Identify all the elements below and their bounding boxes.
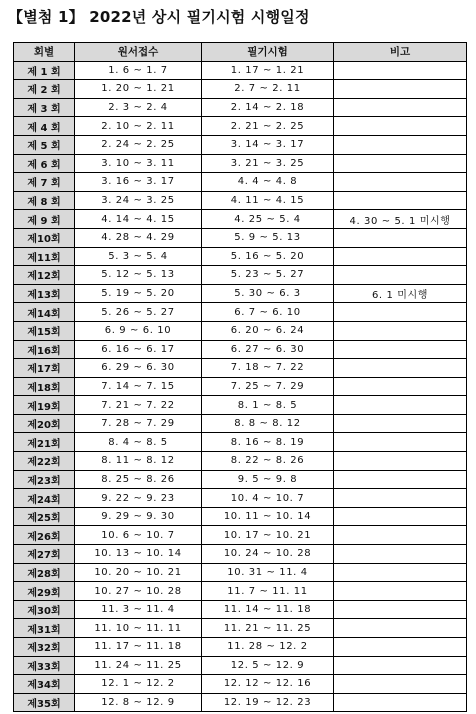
application-period-cell: 10. 6 ~ 10. 7: [75, 526, 202, 545]
table-row: [14, 321, 467, 340]
round-cell: 제25회: [14, 507, 75, 526]
application-period-cell: 11. 24 ~ 11. 25: [75, 656, 202, 675]
application-period-cell: 8. 11 ~ 8. 12: [75, 452, 202, 471]
exam-period-cell: 11. 21 ~ 11. 25: [202, 619, 334, 638]
application-period-cell: 7. 14 ~ 7. 15: [75, 377, 202, 396]
remarks-cell: [334, 563, 467, 582]
application-period-cell: 7. 28 ~ 7. 29: [75, 414, 202, 433]
round-cell: 제10회: [14, 228, 75, 247]
round-cell: 제12회: [14, 266, 75, 285]
remarks-cell: [334, 452, 467, 471]
round-cell: 제 5 회: [14, 135, 75, 154]
exam-period-cell: 8. 16 ~ 8. 19: [202, 433, 334, 452]
exam-period-cell: 10. 4 ~ 10. 7: [202, 489, 334, 508]
application-period-cell: 5. 12 ~ 5. 13: [75, 266, 202, 285]
remarks-cell: [334, 359, 467, 378]
table-row: [14, 284, 467, 303]
round-cell: 제29회: [14, 582, 75, 601]
table-row: [14, 340, 467, 359]
exam-period-cell: 10. 24 ~ 10. 28: [202, 545, 334, 564]
table-row: [14, 507, 467, 526]
remarks-cell: [334, 470, 467, 489]
remarks-cell: [334, 61, 467, 80]
round-cell: 제14회: [14, 303, 75, 322]
application-period-cell: 5. 19 ~ 5. 20: [75, 284, 202, 303]
application-period-cell: 8. 4 ~ 8. 5: [75, 433, 202, 452]
round-cell: 제 2 회: [14, 80, 75, 99]
table-row: [14, 470, 467, 489]
application-period-cell: 2. 10 ~ 2. 11: [75, 117, 202, 136]
application-period-cell: 1. 6 ~ 1. 7: [75, 61, 202, 80]
exam-period-cell: 7. 18 ~ 7. 22: [202, 359, 334, 378]
application-period-cell: 2. 3 ~ 2. 4: [75, 98, 202, 117]
remarks-cell: [334, 414, 467, 433]
remarks-cell: [334, 582, 467, 601]
table-row: [14, 675, 467, 694]
round-cell: 제 1 회: [14, 61, 75, 80]
round-cell: 제33회: [14, 656, 75, 675]
remarks-cell: [334, 173, 467, 192]
application-period-cell: 8. 25 ~ 8. 26: [75, 470, 202, 489]
exam-period-cell: 8. 8 ~ 8. 12: [202, 414, 334, 433]
remarks-cell: [334, 340, 467, 359]
round-cell: 제18회: [14, 377, 75, 396]
round-cell: 제 4 회: [14, 117, 75, 136]
application-period-cell: 6. 29 ~ 6. 30: [75, 359, 202, 378]
table-row: [14, 135, 467, 154]
table-row: [14, 452, 467, 471]
remarks-cell: [334, 545, 467, 564]
table-row: [14, 545, 467, 564]
exam-period-cell: 3. 21 ~ 3. 25: [202, 154, 334, 173]
table-row: [14, 638, 467, 657]
remarks-cell: [334, 377, 467, 396]
round-cell: 제31회: [14, 619, 75, 638]
round-cell: 제20회: [14, 414, 75, 433]
exam-schedule-table: [13, 42, 467, 712]
round-cell: 제26회: [14, 526, 75, 545]
round-cell: 제16회: [14, 340, 75, 359]
application-period-cell: 6. 9 ~ 6. 10: [75, 321, 202, 340]
round-cell: 제13회: [14, 284, 75, 303]
exam-period-cell: 10. 31 ~ 11. 4: [202, 563, 334, 582]
round-cell: 제 8 회: [14, 191, 75, 210]
application-period-cell: 1. 20 ~ 1. 21: [75, 80, 202, 99]
application-period-cell: 12. 8 ~ 12. 9: [75, 693, 202, 712]
table-row: [14, 303, 467, 322]
application-period-cell: 10. 27 ~ 10. 28: [75, 582, 202, 601]
remarks-cell: [334, 693, 467, 712]
round-cell: 제28회: [14, 563, 75, 582]
application-period-cell: 10. 20 ~ 10. 21: [75, 563, 202, 582]
table-row: [14, 247, 467, 266]
application-period-cell: 7. 21 ~ 7. 22: [75, 396, 202, 415]
round-cell: 제21회: [14, 433, 75, 452]
remarks-cell: 4. 30 ~ 5. 1 미시행: [334, 210, 467, 229]
exam-period-cell: 8. 1 ~ 8. 5: [202, 396, 334, 415]
round-cell: 제35회: [14, 693, 75, 712]
application-period-cell: 3. 16 ~ 3. 17: [75, 173, 202, 192]
round-cell: 제19회: [14, 396, 75, 415]
application-period-cell: 10. 13 ~ 10. 14: [75, 545, 202, 564]
exam-period-cell: 11. 7 ~ 11. 11: [202, 582, 334, 601]
table-row: [14, 191, 467, 210]
remarks-cell: 6. 1 미시행: [334, 284, 467, 303]
application-period-cell: 4. 14 ~ 4. 15: [75, 210, 202, 229]
application-period-cell: 5. 26 ~ 5. 27: [75, 303, 202, 322]
exam-period-cell: 5. 9 ~ 5. 13: [202, 228, 334, 247]
exam-period-cell: 6. 7 ~ 6. 10: [202, 303, 334, 322]
exam-period-cell: 2. 14 ~ 2. 18: [202, 98, 334, 117]
application-period-cell: 9. 22 ~ 9. 23: [75, 489, 202, 508]
table-row: [14, 173, 467, 192]
remarks-cell: [334, 396, 467, 415]
exam-period-cell: 5. 16 ~ 5. 20: [202, 247, 334, 266]
table-row: [14, 563, 467, 582]
remarks-cell: [334, 117, 467, 136]
table-row: [14, 359, 467, 378]
exam-period-cell: 1. 17 ~ 1. 21: [202, 61, 334, 80]
round-cell: 제 3 회: [14, 98, 75, 117]
table-row: [14, 582, 467, 601]
application-period-cell: 3. 24 ~ 3. 25: [75, 191, 202, 210]
exam-period-cell: 5. 30 ~ 6. 3: [202, 284, 334, 303]
remarks-cell: [334, 619, 467, 638]
round-cell: 제 6 회: [14, 154, 75, 173]
exam-period-cell: 4. 4 ~ 4. 8: [202, 173, 334, 192]
exam-period-cell: 11. 14 ~ 11. 18: [202, 600, 334, 619]
exam-period-cell: 11. 28 ~ 12. 2: [202, 638, 334, 657]
application-period-cell: 3. 10 ~ 3. 11: [75, 154, 202, 173]
table-row: [14, 526, 467, 545]
table-row: [14, 619, 467, 638]
remarks-cell: [334, 526, 467, 545]
exam-period-cell: 2. 21 ~ 2. 25: [202, 117, 334, 136]
round-cell: 제 9 회: [14, 210, 75, 229]
remarks-cell: [334, 321, 467, 340]
application-period-cell: 5. 3 ~ 5. 4: [75, 247, 202, 266]
exam-period-cell: 6. 20 ~ 6. 24: [202, 321, 334, 340]
table-row: [14, 656, 467, 675]
exam-period-cell: 8. 22 ~ 8. 26: [202, 452, 334, 471]
round-cell: 제17회: [14, 359, 75, 378]
round-cell: 제11회: [14, 247, 75, 266]
round-cell: 제27회: [14, 545, 75, 564]
application-period-cell: 11. 3 ~ 11. 4: [75, 600, 202, 619]
exam-period-cell: 4. 11 ~ 4. 15: [202, 191, 334, 210]
remarks-cell: [334, 191, 467, 210]
exam-period-cell: 3. 14 ~ 3. 17: [202, 135, 334, 154]
remarks-cell: [334, 80, 467, 99]
round-cell: 제23회: [14, 470, 75, 489]
remarks-cell: [334, 266, 467, 285]
remarks-cell: [334, 247, 467, 266]
exam-period-cell: 2. 7 ~ 2. 11: [202, 80, 334, 99]
table-header-row: [14, 43, 467, 62]
table-row: [14, 414, 467, 433]
exam-period-cell: 10. 17 ~ 10. 21: [202, 526, 334, 545]
remarks-cell: [334, 98, 467, 117]
exam-period-cell: 12. 19 ~ 12. 23: [202, 693, 334, 712]
header-round: 회별: [14, 43, 75, 62]
remarks-cell: [334, 303, 467, 322]
table-row: [14, 210, 467, 229]
remarks-cell: [334, 228, 467, 247]
remarks-cell: [334, 600, 467, 619]
remarks-cell: [334, 154, 467, 173]
header-written-exam: 필기시험: [202, 43, 334, 62]
exam-period-cell: 12. 5 ~ 12. 9: [202, 656, 334, 675]
round-cell: 제24회: [14, 489, 75, 508]
table-row: [14, 228, 467, 247]
table-row: [14, 80, 467, 99]
remarks-cell: [334, 656, 467, 675]
header-application: 원서접수: [75, 43, 202, 62]
exam-period-cell: 9. 5 ~ 9. 8: [202, 470, 334, 489]
round-cell: 제34회: [14, 675, 75, 694]
table-row: [14, 600, 467, 619]
application-period-cell: 9. 29 ~ 9. 30: [75, 507, 202, 526]
round-cell: 제 7 회: [14, 173, 75, 192]
exam-period-cell: 4. 25 ~ 5. 4: [202, 210, 334, 229]
remarks-cell: [334, 507, 467, 526]
round-cell: 제30회: [14, 600, 75, 619]
application-period-cell: 6. 16 ~ 6. 17: [75, 340, 202, 359]
remarks-cell: [334, 638, 467, 657]
remarks-cell: [334, 489, 467, 508]
table-row: [14, 396, 467, 415]
table-row: [14, 693, 467, 712]
page-title: 【별첨 1】 2022년 상시 필기시험 시행일정: [8, 8, 310, 26]
table-row: [14, 154, 467, 173]
application-period-cell: 2. 24 ~ 2. 25: [75, 135, 202, 154]
table-row: [14, 377, 467, 396]
exam-period-cell: 10. 11 ~ 10. 14: [202, 507, 334, 526]
header-remarks: 비고: [334, 43, 467, 62]
application-period-cell: 11. 17 ~ 11. 18: [75, 638, 202, 657]
table-row: [14, 266, 467, 285]
table-row: [14, 61, 467, 80]
table-row: [14, 433, 467, 452]
remarks-cell: [334, 135, 467, 154]
exam-period-cell: 6. 27 ~ 6. 30: [202, 340, 334, 359]
round-cell: 제22회: [14, 452, 75, 471]
table-row: [14, 98, 467, 117]
exam-period-cell: 7. 25 ~ 7. 29: [202, 377, 334, 396]
remarks-cell: [334, 675, 467, 694]
remarks-cell: [334, 433, 467, 452]
exam-period-cell: 5. 23 ~ 5. 27: [202, 266, 334, 285]
application-period-cell: 11. 10 ~ 11. 11: [75, 619, 202, 638]
exam-period-cell: 12. 12 ~ 12. 16: [202, 675, 334, 694]
round-cell: 제32회: [14, 638, 75, 657]
table-row: [14, 117, 467, 136]
table-row: [14, 489, 467, 508]
application-period-cell: 4. 28 ~ 4. 29: [75, 228, 202, 247]
application-period-cell: 12. 1 ~ 12. 2: [75, 675, 202, 694]
round-cell: 제15회: [14, 321, 75, 340]
